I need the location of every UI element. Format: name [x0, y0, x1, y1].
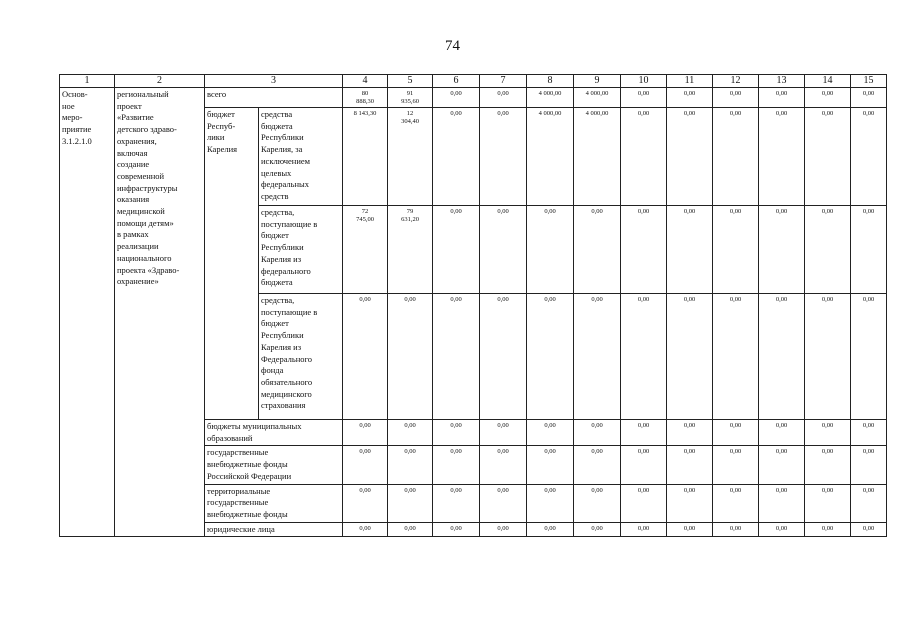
project-name-line: национального [117, 252, 172, 263]
value-text: 0,00 [775, 486, 788, 494]
value-text: 0,00 [637, 296, 650, 303]
source-label-line: поступающие в [261, 306, 318, 317]
value-cell [574, 446, 621, 484]
value-text: 0,00 [637, 110, 650, 117]
value-cell [759, 206, 805, 294]
value-cell [574, 420, 621, 446]
value-cell [667, 88, 713, 108]
value-cell [851, 294, 887, 420]
value-text: 0,00 [729, 486, 742, 494]
source-label-line: Карелия, за [261, 144, 303, 155]
source-label-line: Российской Федерации [207, 470, 292, 481]
value-cell [667, 108, 713, 206]
value-text: 0,00 [450, 90, 462, 97]
event-code-line: меро- [62, 112, 83, 123]
source-label-line: обязательного [261, 376, 313, 387]
value-text: 0,00 [544, 486, 556, 494]
header-cell: 3 [205, 75, 343, 88]
project-name-line: оказания [117, 194, 150, 205]
project-name-line: охранение» [117, 276, 159, 287]
header-cell: 15 [851, 75, 887, 88]
header-cell: 8 [527, 75, 574, 88]
value-cell [527, 294, 574, 420]
value-text: 0,00 [862, 296, 875, 303]
value-cell [343, 484, 388, 522]
source-label-line: внебюджетные фонды [207, 508, 288, 519]
value-text: 0,00 [729, 524, 742, 532]
value-cell [713, 446, 759, 484]
value-cell [713, 420, 759, 446]
event-code-line: 3.1.2.1.0 [62, 135, 92, 146]
value-text: 0,00 [862, 110, 875, 117]
project-name-line: «Развитие [117, 112, 154, 123]
source-label-cell [259, 294, 343, 420]
value-text: 0,00 [637, 486, 650, 494]
value-text: 0,00 [683, 486, 696, 494]
value-cell [343, 108, 388, 206]
event-code-line: приятие [62, 124, 92, 135]
value-cell [527, 206, 574, 294]
value-text: 0,00 [637, 524, 650, 532]
value-text: 0,00 [683, 296, 696, 303]
value-cell [343, 420, 388, 446]
value-cell [621, 446, 667, 484]
value-text: 0,00 [497, 486, 509, 494]
value-cell [527, 484, 574, 522]
value-cell [433, 522, 480, 537]
value-text: 0,00 [683, 422, 696, 429]
value-text: 0,00 [775, 422, 788, 429]
value-text: 0,00 [591, 448, 603, 456]
value-cell [574, 484, 621, 522]
value-text: 0,00 [450, 422, 462, 429]
header-cell: 5 [388, 75, 433, 88]
source-label-line: бюджета [261, 277, 293, 288]
value-cell [388, 294, 433, 420]
value-text: 0,00 [862, 90, 875, 97]
source-label-line: средства [261, 109, 293, 119]
value-cell [759, 484, 805, 522]
value-cell [343, 522, 388, 537]
value-cell [388, 88, 433, 108]
value-cell [851, 446, 887, 484]
source-label-line: целевых [261, 167, 292, 178]
project-name-line: реализации [117, 241, 159, 252]
source-label-line: федерального [261, 265, 311, 276]
value-text: 0,00 [450, 448, 462, 456]
value-text: 0,00 [862, 524, 875, 532]
value-text: 935,60 [401, 98, 419, 105]
value-text: 0,00 [591, 422, 603, 429]
value-text: 4 000,00 [585, 90, 609, 97]
header-cell: 10 [621, 75, 667, 88]
value-text: 0,00 [497, 296, 509, 303]
value-text: 80 [361, 90, 369, 97]
event-code-line: ное [62, 100, 75, 111]
value-cell [527, 108, 574, 206]
value-cell [805, 108, 851, 206]
value-text: 0,00 [821, 448, 834, 456]
header-cell: 6 [433, 75, 480, 88]
value-text: 0,00 [683, 110, 696, 117]
value-text: 0,00 [729, 110, 742, 117]
value-cell [621, 108, 667, 206]
source-label-line: средства, [261, 295, 295, 305]
value-text: 0,00 [683, 208, 696, 215]
value-text: 0,00 [497, 422, 509, 429]
value-cell [433, 446, 480, 484]
value-text: 0,00 [359, 296, 371, 303]
value-text: 0,00 [497, 110, 509, 117]
value-cell [480, 108, 527, 206]
value-text: 0,00 [544, 208, 556, 215]
value-cell [851, 420, 887, 446]
value-cell [759, 108, 805, 206]
source-label-line: Федерального [261, 353, 313, 364]
value-text: 0,00 [775, 208, 788, 215]
value-text: 0,00 [591, 296, 603, 303]
value-cell [480, 446, 527, 484]
value-cell [480, 294, 527, 420]
source-label-line: Республики [261, 132, 304, 143]
project-name-line: региональный [117, 89, 169, 99]
value-cell [621, 206, 667, 294]
project-name-line: создание [117, 159, 150, 170]
table-row [60, 88, 887, 108]
value-text: 0,00 [683, 524, 696, 532]
value-cell [388, 446, 433, 484]
value-text: 12 [406, 110, 414, 117]
value-text: 0,00 [544, 422, 556, 429]
value-text: 8 143,30 [353, 110, 377, 117]
value-cell [713, 484, 759, 522]
source-label-line: федеральных [261, 179, 309, 190]
value-text: 304,40 [401, 118, 419, 125]
header-cell: 1 [60, 75, 115, 88]
value-cell [574, 522, 621, 537]
source-label-line: бюджеты муниципальных [207, 421, 302, 431]
source-label-cell [205, 88, 343, 108]
value-cell [343, 206, 388, 294]
source-label-line: средств [261, 190, 289, 201]
source-label-line: внебюджетные фонды [207, 459, 288, 470]
value-cell [388, 484, 433, 522]
value-cell [851, 108, 887, 206]
value-cell [480, 206, 527, 294]
source-label-cell [205, 446, 343, 484]
value-cell [621, 88, 667, 108]
value-cell [433, 420, 480, 446]
value-text: 0,00 [404, 524, 416, 532]
value-cell [574, 294, 621, 420]
value-cell [713, 206, 759, 294]
value-text: 0,00 [404, 422, 416, 429]
value-cell [388, 206, 433, 294]
value-text: 0,00 [775, 110, 788, 117]
value-cell [805, 446, 851, 484]
header-cell: 11 [667, 75, 713, 88]
value-text: 0,00 [637, 448, 650, 456]
value-cell [759, 294, 805, 420]
header-cell: 12 [713, 75, 759, 88]
project-name-line: в рамках [117, 229, 149, 240]
value-cell [713, 294, 759, 420]
value-cell [621, 420, 667, 446]
value-cell [388, 420, 433, 446]
source-label-line: Республики [261, 242, 304, 253]
budget-rk-line: Респуб- [207, 120, 236, 131]
value-text: 0,00 [497, 448, 509, 456]
value-cell [480, 420, 527, 446]
value-text: 0,00 [404, 486, 416, 494]
value-cell [851, 484, 887, 522]
value-text: 0,00 [359, 422, 371, 429]
value-cell [621, 294, 667, 420]
value-cell [574, 88, 621, 108]
value-text: 0,00 [729, 422, 742, 429]
event-code-line: Основ- [62, 89, 88, 99]
value-text: 0,00 [821, 422, 834, 429]
source-label-line: Карелия из [261, 341, 302, 352]
value-cell [433, 484, 480, 522]
value-text: 0,00 [862, 422, 875, 429]
value-text: 0,00 [775, 448, 788, 456]
value-cell [759, 522, 805, 537]
budget-rk-line: бюджет [207, 109, 235, 119]
value-text: 79 [406, 208, 414, 215]
value-text: 0,00 [637, 90, 650, 97]
budget-rk-line: лики [207, 132, 225, 143]
value-text: 0,00 [637, 208, 650, 215]
project-name-line: инфраструктуры [117, 182, 178, 193]
source-label-line: фонда [261, 365, 284, 376]
value-text: 0,00 [775, 524, 788, 532]
header-cell: 4 [343, 75, 388, 88]
project-name-line: медицинской [117, 206, 165, 217]
value-text: 0,00 [359, 448, 371, 456]
value-text: 91 [406, 90, 414, 97]
value-cell [480, 522, 527, 537]
value-text: 0,00 [821, 486, 834, 494]
value-text: 0,00 [404, 448, 416, 456]
value-text: 0,00 [729, 208, 742, 215]
value-text: 0,00 [359, 524, 371, 532]
value-cell [433, 294, 480, 420]
value-cell [805, 206, 851, 294]
value-text: 0,00 [544, 296, 556, 303]
value-cell [574, 108, 621, 206]
source-label-cell [205, 522, 343, 537]
value-cell [343, 88, 388, 108]
event-code-cell [60, 88, 115, 537]
value-cell [667, 522, 713, 537]
value-cell [713, 108, 759, 206]
value-text: 0,00 [450, 524, 462, 532]
source-label-line: юридические лица [207, 523, 275, 534]
value-text: 0,00 [775, 90, 788, 97]
header-cell: 2 [115, 75, 205, 88]
value-text: 631,20 [401, 216, 419, 223]
value-text: 0,00 [637, 422, 650, 429]
value-text: 0,00 [821, 90, 834, 97]
value-text: 0,00 [591, 486, 603, 494]
source-label-line: бюджет [261, 230, 289, 241]
project-name-line: включая [117, 147, 148, 158]
value-text: 4 000,00 [538, 90, 562, 97]
source-label-line: территориальные [207, 485, 271, 496]
project-name-line: помощи детям» [117, 217, 174, 228]
value-text: 0,00 [729, 90, 742, 97]
value-text: 4 000,00 [538, 110, 562, 117]
value-cell [433, 88, 480, 108]
value-text: 0,00 [450, 296, 462, 303]
project-name-line: современной [117, 170, 165, 181]
value-text: 0,00 [821, 208, 834, 215]
value-text: 0,00 [862, 486, 875, 494]
value-cell [527, 88, 574, 108]
value-text: 0,00 [821, 524, 834, 532]
source-label-line: Карелия из [261, 253, 302, 264]
value-text: 888,30 [356, 98, 374, 105]
value-cell [805, 294, 851, 420]
value-text: 0,00 [359, 486, 371, 494]
value-cell [713, 522, 759, 537]
budget-table [59, 74, 887, 537]
source-label-line: всего [207, 89, 227, 99]
value-text: 0,00 [544, 448, 556, 456]
value-cell [805, 522, 851, 537]
value-cell [805, 484, 851, 522]
value-text: 4 000,00 [585, 110, 609, 117]
source-label-line: бюджет [261, 318, 289, 329]
value-text: 0,00 [729, 296, 742, 303]
source-label-line: бюджета [261, 120, 293, 131]
value-text: 0,00 [591, 524, 603, 532]
value-text: 0,00 [404, 296, 416, 303]
source-label-cell [259, 108, 343, 206]
value-cell [667, 420, 713, 446]
value-cell [388, 108, 433, 206]
value-cell [713, 88, 759, 108]
value-text: 0,00 [683, 90, 696, 97]
value-text: 0,00 [450, 486, 462, 494]
value-text: 0,00 [497, 208, 509, 215]
source-label-line: образований [207, 432, 253, 443]
source-label-line: государственные [207, 497, 269, 508]
value-cell [851, 206, 887, 294]
budget-rk-line: Карелия [207, 144, 238, 155]
source-label-line: средства, [261, 207, 295, 217]
value-cell [433, 108, 480, 206]
value-text: 0,00 [544, 524, 556, 532]
value-text: 0,00 [821, 110, 834, 117]
value-text: 0,00 [683, 448, 696, 456]
project-name-line: детского здраво- [117, 124, 177, 135]
value-cell [621, 522, 667, 537]
header-cell: 13 [759, 75, 805, 88]
value-cell [343, 446, 388, 484]
page-number: 74 [445, 38, 460, 54]
value-cell [527, 420, 574, 446]
value-text: 0,00 [591, 208, 603, 215]
value-cell [667, 484, 713, 522]
value-cell [527, 446, 574, 484]
source-label-cell [259, 206, 343, 294]
value-cell [621, 484, 667, 522]
source-label-cell [205, 484, 343, 522]
header-cell: 9 [574, 75, 621, 88]
value-cell [574, 206, 621, 294]
source-label-line: государственные [207, 447, 269, 458]
value-cell [480, 484, 527, 522]
table-body [60, 75, 887, 537]
value-cell [851, 88, 887, 108]
value-text: 0,00 [862, 448, 875, 456]
source-label-line: исключением [261, 155, 311, 166]
value-cell [343, 294, 388, 420]
value-cell [667, 446, 713, 484]
source-label-line: медицинского [261, 388, 312, 399]
value-cell [851, 522, 887, 537]
value-cell [805, 420, 851, 446]
project-name-line: проект [117, 100, 142, 111]
value-text: 0,00 [775, 296, 788, 303]
value-cell [480, 88, 527, 108]
header-cell: 7 [480, 75, 527, 88]
value-cell [667, 206, 713, 294]
value-text: 0,00 [729, 448, 742, 456]
value-cell [667, 294, 713, 420]
header-row [60, 75, 887, 88]
value-cell [759, 420, 805, 446]
project-name-line: охранения, [117, 135, 157, 146]
value-cell [433, 206, 480, 294]
value-text: 72 [361, 208, 369, 215]
header-cell: 14 [805, 75, 851, 88]
source-label-line: Республики [261, 330, 304, 341]
value-text: 0,00 [862, 208, 875, 215]
value-cell [527, 522, 574, 537]
value-cell [759, 446, 805, 484]
value-text: 745,00 [356, 216, 374, 223]
source-label-cell [205, 420, 343, 446]
value-text: 0,00 [497, 90, 509, 97]
source-label-line: поступающие в [261, 218, 318, 229]
value-text: 0,00 [450, 110, 462, 117]
value-cell [388, 522, 433, 537]
value-text: 0,00 [497, 524, 509, 532]
value-text: 0,00 [821, 296, 834, 303]
value-cell [805, 88, 851, 108]
source-label-line: страхования [261, 400, 306, 411]
budget-rk-cell [205, 108, 259, 420]
value-text: 0,00 [450, 208, 462, 215]
project-name-cell [115, 88, 205, 537]
value-cell [759, 88, 805, 108]
project-name-line: проекта «Здраво- [117, 264, 180, 275]
